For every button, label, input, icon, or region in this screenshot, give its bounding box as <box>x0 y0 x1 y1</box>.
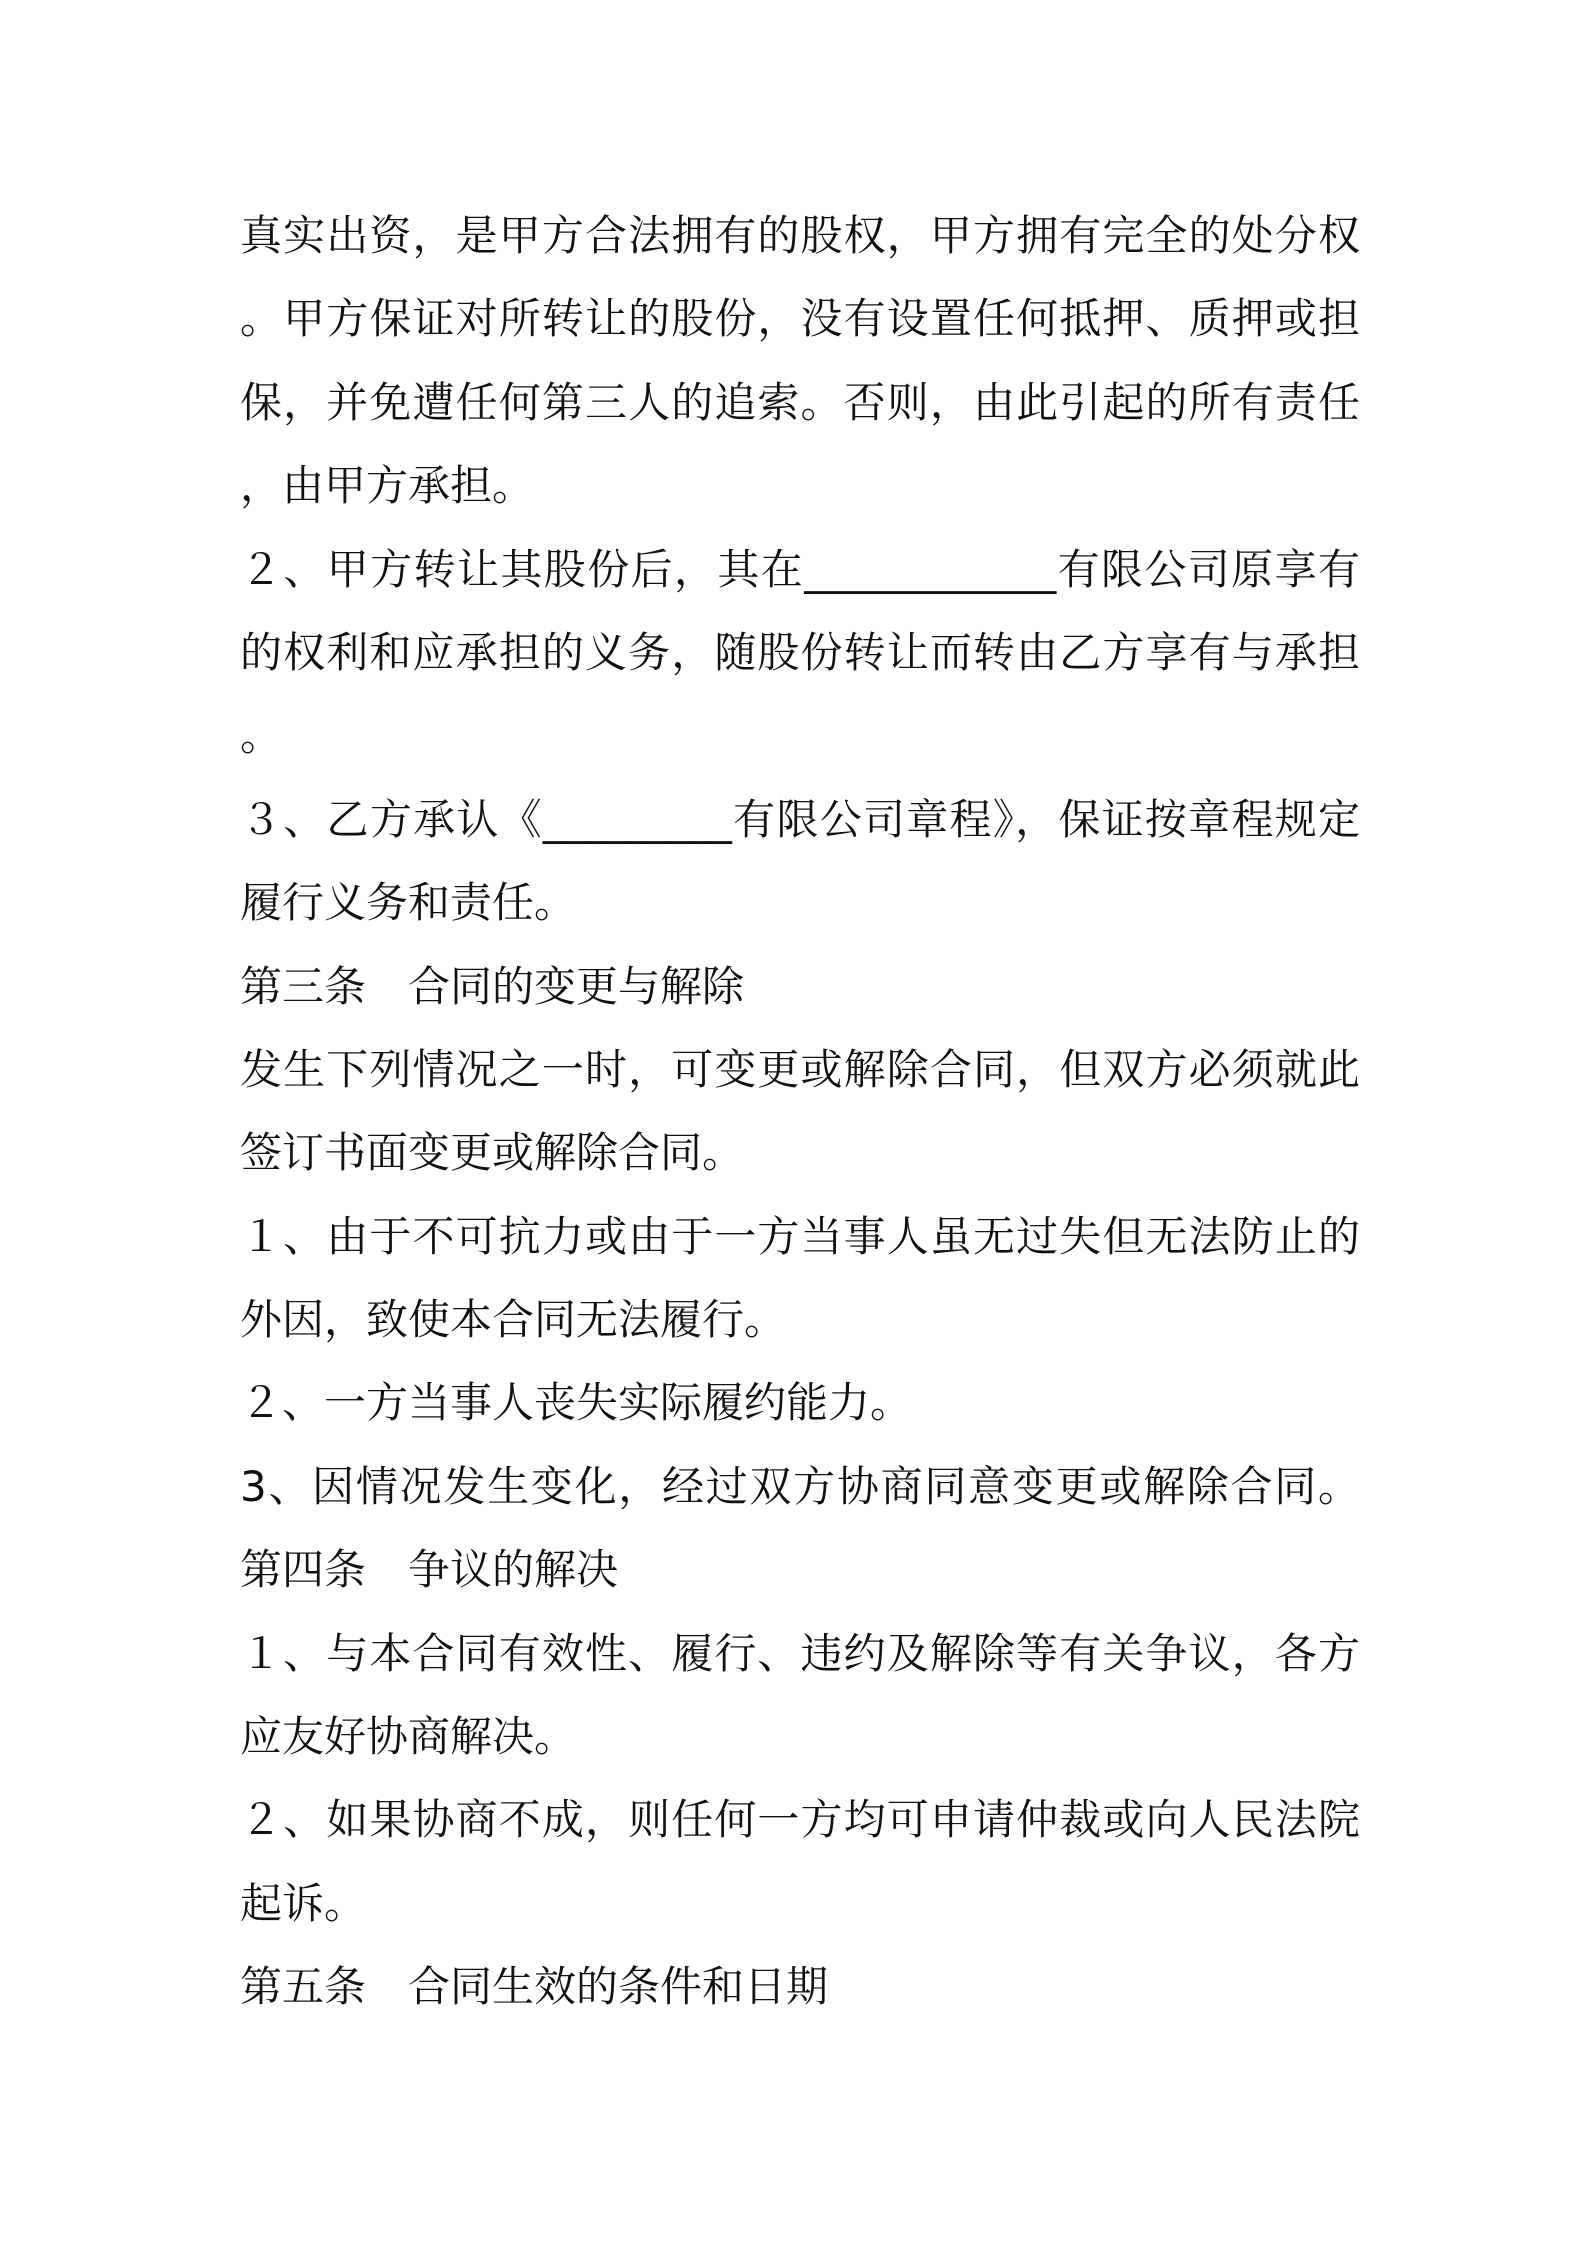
article-title: 合同的变更与解除 <box>408 961 745 1011</box>
paragraph-line: 履行义务和责任。 <box>240 878 577 928</box>
clause-item-2: ２、一方当事人丧失实际履约能力。 <box>240 1378 913 1428</box>
paragraph-line: 真实出资，是甲方合法拥有的股权，甲方拥有完全的处分权 <box>240 211 1360 260</box>
clause-item-3: 3、因情况发生变化，经过双方协商同意变更或解除合同。 <box>240 1461 1360 1511</box>
clause-item-3: ３、乙方承认《_________有限公司章程》，保证按章程规定 <box>240 794 1360 844</box>
paragraph-line: 外因，致使本合同无法履行。 <box>240 1295 787 1345</box>
paragraph-line: 起诉。 <box>240 1878 367 1928</box>
article-heading-4 <box>240 1528 1360 1611</box>
clause-item-2: ２、甲方转让其股份后，其在____________有限公司原享有 <box>240 544 1360 594</box>
clause-item-1: １、由于不可抗力或由于一方当事人虽无过失但无法防止的 <box>240 1211 1360 1261</box>
paragraph-line: ，由甲方承担。 <box>240 461 535 511</box>
contract-text-block <box>240 194 1360 2029</box>
paragraph-line: 。甲方保证对所转让的股份，没有设置任何抵押、质押或担 <box>240 294 1360 344</box>
article-number: 第四条 <box>240 1545 367 1595</box>
paragraph-line: 的权利和应承担的义务，随股份转让而转由乙方享有与承担 <box>240 627 1360 677</box>
clause-item-1: １、与本合同有效性、履行、违约及解除等有关争议，各方 <box>240 1628 1360 1678</box>
article-number: 第五条 <box>240 1962 367 2012</box>
article-number: 第三条 <box>240 961 367 1011</box>
paragraph-line: 应友好协商解决。 <box>240 1712 577 1762</box>
paragraph-line: 。 <box>240 711 283 761</box>
article-heading-3 <box>240 945 1360 1028</box>
clause-item-2: ２、如果协商不成，则任何一方均可申请仲裁或向人民法院 <box>240 1795 1360 1845</box>
article-heading-5 <box>240 1945 1360 2028</box>
article-title: 合同生效的条件和日期 <box>408 1962 829 2012</box>
paragraph-line: 发生下列情况之一时，可变更或解除合同，但双方必须就此 <box>240 1044 1360 1094</box>
paragraph-line: 保，并免遭任何第三人的追索。否则，由此引起的所有责任 <box>240 377 1360 427</box>
article-title: 争议的解决 <box>408 1545 619 1595</box>
paragraph-line: 签订书面变更或解除合同。 <box>240 1128 745 1178</box>
